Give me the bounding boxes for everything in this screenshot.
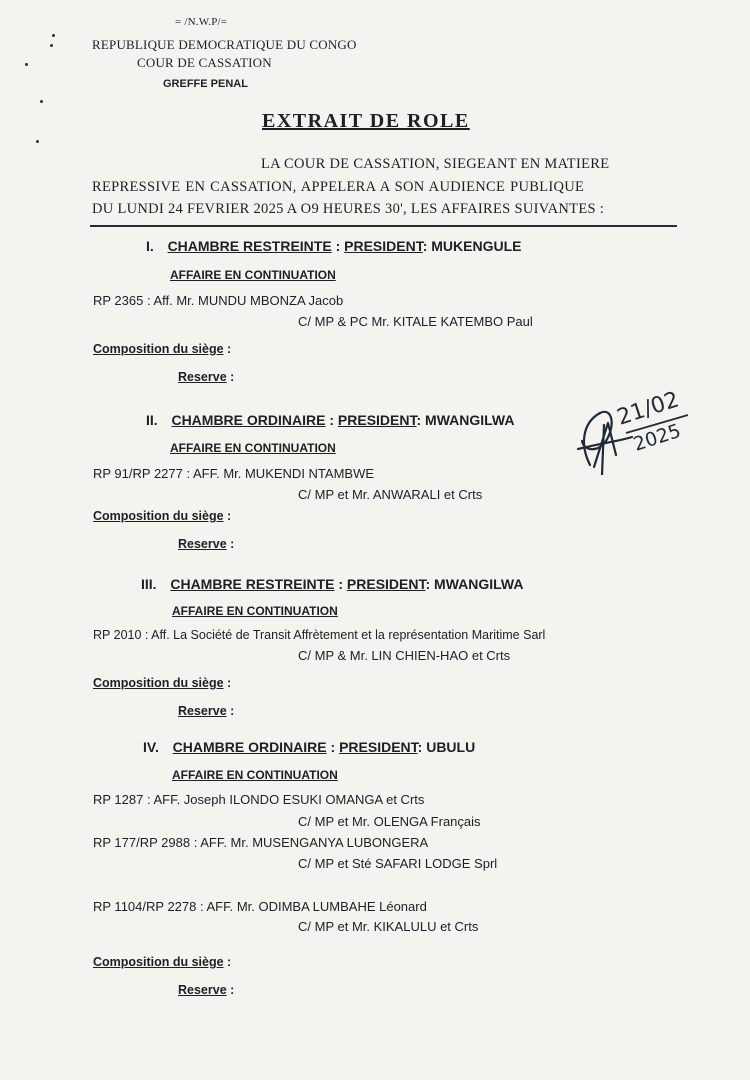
chamber-name: CHAMBRE RESTREINTE <box>167 238 332 254</box>
affaire-label: AFFAIRE EN CONTINUATION <box>172 604 338 618</box>
reserve-label: Reserve : <box>178 537 235 551</box>
chamber-name: CHAMBRE RESTREINTE <box>170 576 335 592</box>
president-name: : MUKENGULE <box>422 238 522 254</box>
margin-mark <box>52 34 55 37</box>
composition-label: Composition du siège : <box>93 509 232 523</box>
reserve-label: Reserve : <box>178 983 235 997</box>
section-heading <box>146 238 522 254</box>
case-parties: C/ MP & Mr. LIN CHIEN-HAO et Crts <box>298 648 511 663</box>
separator: : <box>326 739 340 755</box>
case-line: RP 2010 : Aff. La Société de Transit Affrètement et la représentation Maritime Sarl <box>93 628 546 642</box>
case-parties: C/ MP & PC Mr. KITALE KATEMBO Paul <box>298 314 533 329</box>
affaire-label: AFFAIRE EN CONTINUATION <box>172 768 338 782</box>
chamber-name: CHAMBRE ORDINAIRE <box>172 739 327 755</box>
reserve-label: Reserve : <box>178 704 235 718</box>
intro-line-1: LA COUR DE CASSATION, SIEGEANT EN MATIERE <box>261 156 610 172</box>
case-parties: C/ MP et Mr. KIKALULU et Crts <box>298 919 479 934</box>
president-name: : MWANGILWA <box>425 576 524 592</box>
svg-text:2025: 2025 <box>630 419 684 456</box>
section-numeral: III. <box>141 576 157 592</box>
margin-mark <box>36 140 39 143</box>
section-numeral: IV. <box>143 739 159 755</box>
case-parties: C/ MP et Mr. OLENGA Français <box>298 814 481 829</box>
case-line: RP 1104/RP 2278 : AFF. Mr. ODIMBA LUMBAHE Léonard <box>93 899 427 914</box>
case-line: RP 91/RP 2277 : AFF. Mr. MUKENDI NTAMBWE <box>93 466 375 481</box>
reserve-label: Reserve : <box>178 370 235 384</box>
handwritten-initials-icon <box>572 385 697 475</box>
header-office: GREFFE PENAL <box>163 78 248 90</box>
composition-label: Composition du siège : <box>93 955 232 969</box>
header-ref: = /N.W.P/= <box>175 16 228 28</box>
chamber-name: CHAMBRE ORDINAIRE <box>171 412 326 428</box>
section-numeral: II. <box>146 412 158 428</box>
margin-mark <box>40 100 43 103</box>
composition-label: Composition du siège : <box>93 676 232 690</box>
separator: : <box>331 238 345 254</box>
case-line: RP 177/RP 2988 : AFF. Mr. MUSENGANYA LUBONGERA <box>93 835 429 850</box>
composition-label: Composition du siège : <box>93 342 232 356</box>
header-country: REPUBLIQUE DEMOCRATIQUE DU CONGO <box>92 37 357 52</box>
separator: : <box>334 576 347 592</box>
section-numeral: I. <box>146 238 154 254</box>
president-label: PRESIDENT <box>339 739 418 755</box>
section-heading <box>141 576 524 592</box>
president-label: PRESIDENT <box>346 576 426 592</box>
president-label: PRESIDENT <box>337 412 417 428</box>
separator: : <box>325 412 338 428</box>
intro-line-3: DU LUNDI 24 FEVRIER 2025 A O9 HEURES 30', LES AFFAIRES SUIVANTES : <box>92 201 605 217</box>
svg-text:21/02: 21/02 <box>614 387 683 431</box>
header-court: COUR DE CASSATION <box>137 55 272 70</box>
case-parties: C/ MP et Sté SAFARI LODGE Sprl <box>298 856 498 871</box>
section-heading <box>143 739 475 755</box>
margin-mark <box>50 44 53 47</box>
case-line: RP 2365 : Aff. Mr. MUNDU MBONZA Jacob <box>93 293 344 308</box>
affaire-label: AFFAIRE EN CONTINUATION <box>170 268 336 282</box>
intro-underline <box>90 225 677 227</box>
section-heading <box>146 412 514 428</box>
president-name: : MWANGILWA <box>416 412 515 428</box>
president-name: : UBULU <box>417 739 476 755</box>
page-title: EXTRAIT DE ROLE <box>262 110 470 132</box>
affaire-label: AFFAIRE EN CONTINUATION <box>170 441 336 455</box>
margin-mark <box>25 63 28 66</box>
president-label: PRESIDENT <box>344 238 423 254</box>
intro-line-2: REPRESSIVE EN CASSATION, APPELERA A SON AUDIENCE PUBLIQUE <box>92 179 585 195</box>
case-parties: C/ MP et Mr. ANWARALI et Crts <box>298 487 483 502</box>
case-line: RP 1287 : AFF. Joseph ILONDO ESUKI OMANGA et Crts <box>93 792 425 807</box>
